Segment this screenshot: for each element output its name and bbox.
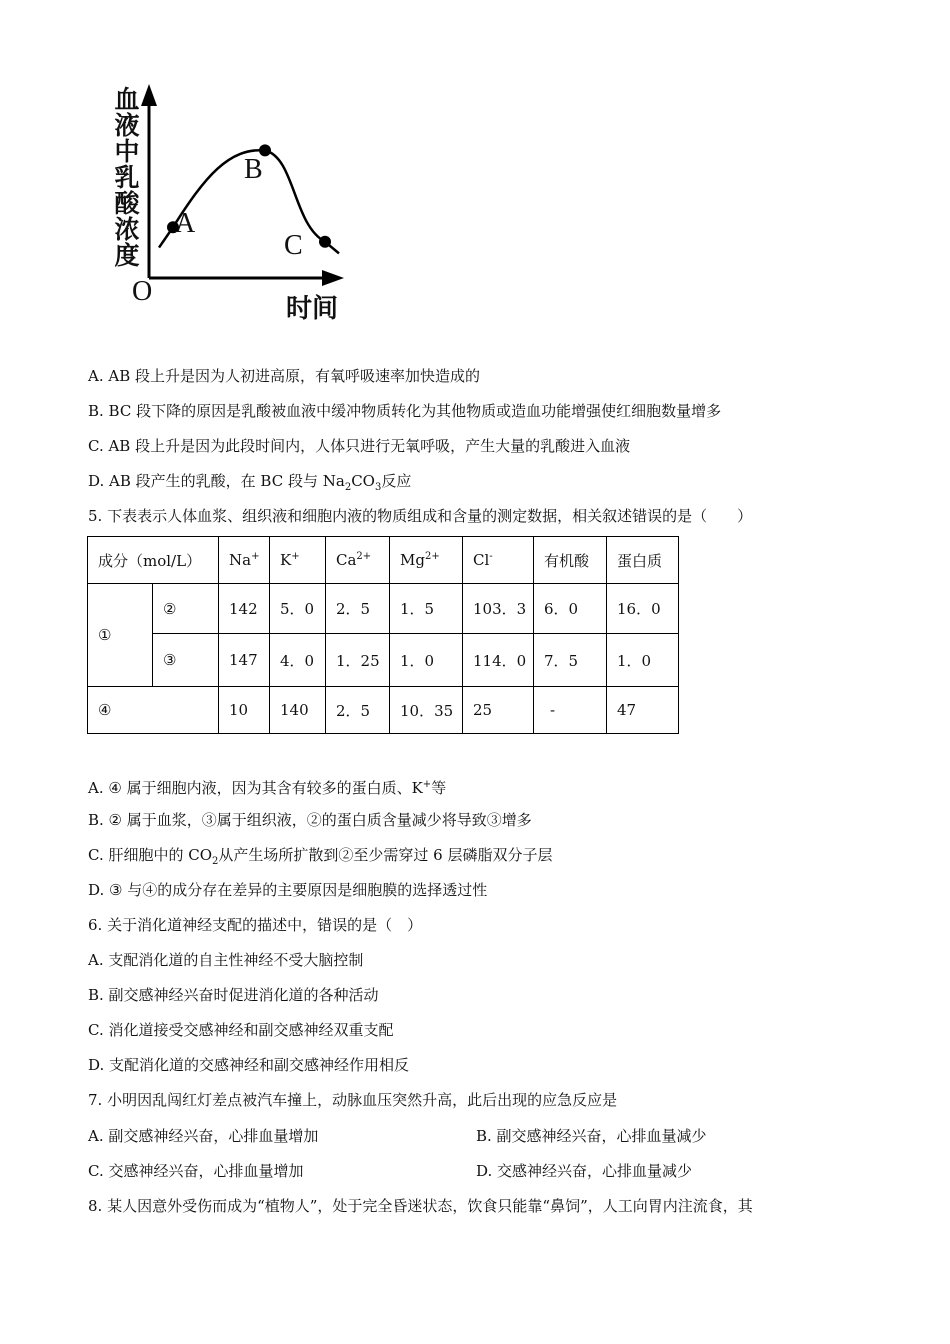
cell-mg: 1．0 <box>390 634 463 687</box>
row-label: ④ <box>88 687 219 734</box>
data-point-c <box>319 236 331 248</box>
point-label-b: B <box>244 154 263 185</box>
q6-stem: 6. 关于消化道神经支配的描述中，错误的是（ ） <box>88 916 423 934</box>
cell-protein: 16．0 <box>607 584 679 634</box>
cell-cl: 25 <box>463 687 534 734</box>
cell-protein: 47 <box>607 687 679 734</box>
cell-ca: 2．5 <box>326 584 390 634</box>
y-axis-arrowhead <box>141 84 157 106</box>
composition-table <box>87 536 679 734</box>
cell-cl: 103．3 <box>463 584 534 634</box>
table-row <box>88 687 679 734</box>
q4-option-d-pre: D. AB 段产生的乳酸，在 BC 段与 Na <box>88 472 345 490</box>
q4-option-d-sub1: 2 <box>344 482 352 493</box>
cell-ca: 1．25 <box>326 634 390 687</box>
q6-option-c: C. 消化道接受交感神经和副交感神经双重支配 <box>88 1021 394 1039</box>
table-row <box>88 634 679 687</box>
q7-option-d: D. 交感神经兴奋，心排血量减少 <box>476 1162 693 1180</box>
q4-option-d-mid: CO <box>351 472 375 490</box>
cell-na: 142 <box>219 584 270 634</box>
lactic-acid-graph <box>100 78 360 338</box>
header-mg: $Mg^{2+}$ <box>390 537 463 584</box>
point-label-c: C <box>284 230 303 261</box>
q4-option-a: A. AB 段上升是因为人初进高原，有氧呼吸速率加快造成的 <box>88 367 480 385</box>
header-component: 成分（mol/L） <box>88 537 219 584</box>
cell-na: 147 <box>219 634 270 687</box>
q5-stem: 5. 下表表示人体血浆、组织液和细胞内液的物质组成和含量的测定数据，相关叙述错误的是（ ） <box>88 507 753 525</box>
header-organic-acid: 有机酸 <box>534 537 607 584</box>
q7-stem: 7. 小明因乱闯红灯差点被汽车撞上，动脉血压突然升高，此后出现的应急反应是 <box>88 1091 618 1109</box>
row-label: ② <box>153 584 219 634</box>
q4-option-d-sub2: 3 <box>374 482 382 493</box>
table-row <box>88 584 679 634</box>
q4-option-d <box>88 471 411 498</box>
q5-option-b: B. ② 属于血浆，③属于组织液，②的蛋白质含量减少将导致③增多 <box>88 811 532 829</box>
q4-option-c: C. AB 段上升是因为此段时间内，人体只进行无氧呼吸，产生大量的乳酸进入血液 <box>88 437 631 455</box>
group-label: ① <box>88 584 153 687</box>
q8-stem: 8. 某人因意外受伤而成为“植物人”，处于完全昏迷状态，饮食只能靠“鼻饲”，人工向胃内注流食，其 <box>88 1197 753 1215</box>
cell-protein: 1．0 <box>607 634 679 687</box>
table-header-row <box>88 537 679 584</box>
row-label: ③ <box>153 634 219 687</box>
q6-option-a: A. 支配消化道的自主性神经不受大脑控制 <box>88 951 364 969</box>
q7-option-a: A. 副交感神经兴奋，心排血量增加 <box>88 1127 319 1145</box>
q4-option-b: B. BC 段下降的原因是乳酸被血液中缓冲物质转化为其他物质或造血功能增强使红细胞数量增多 <box>88 402 722 420</box>
cell-organic-acid: 7．5 <box>534 634 607 687</box>
q6-option-b: B. 副交感神经兴奋时促进消化道的各种活动 <box>88 986 379 1004</box>
q5-option-a: A. ④ 属于细胞内液，因为其含有较多的蛋白质、K+等 <box>88 779 447 797</box>
cell-na: 10 <box>219 687 270 734</box>
header-protein: 蛋白质 <box>607 537 679 584</box>
x-axis-label: 时间 <box>286 294 339 324</box>
point-label-a: A <box>175 208 196 239</box>
q7-option-b: B. 副交感神经兴奋，心排血量减少 <box>476 1127 707 1145</box>
header-ca: $Ca^{2+}$ <box>326 537 390 584</box>
q7-option-c: C. 交感神经兴奋，心排血量增加 <box>88 1162 304 1180</box>
cell-organic-acid: - <box>534 687 607 734</box>
cell-k: 4．0 <box>270 634 326 687</box>
q5-option-c: C. 肝细胞中的 $CO_2$从产生场所扩散到②至少需穿过 6 层磷脂双分子层 <box>88 846 553 867</box>
cell-mg: 1．5 <box>390 584 463 634</box>
cell-ca: 2．5 <box>326 687 390 734</box>
q5-option-d: D. ③ 与④的成分存在差异的主要原因是细胞膜的选择透过性 <box>88 881 488 899</box>
y-axis-label: 血液中乳酸浓度 <box>111 86 140 268</box>
cell-k: 140 <box>270 687 326 734</box>
cell-organic-acid: 6．0 <box>534 584 607 634</box>
origin-label: O <box>132 276 153 307</box>
header-cl: Cl- <box>463 537 534 584</box>
q4-option-d-post: 反应 <box>381 472 412 490</box>
header-na: Na+ <box>219 537 270 584</box>
cell-k: 5．0 <box>270 584 326 634</box>
cell-cl: 114．0 <box>463 634 534 687</box>
header-k: K+ <box>270 537 326 584</box>
x-axis-arrowhead <box>322 270 344 286</box>
q6-option-d: D. 支配消化道的交感神经和副交感神经作用相反 <box>88 1056 410 1074</box>
cell-mg: 10．35 <box>390 687 463 734</box>
